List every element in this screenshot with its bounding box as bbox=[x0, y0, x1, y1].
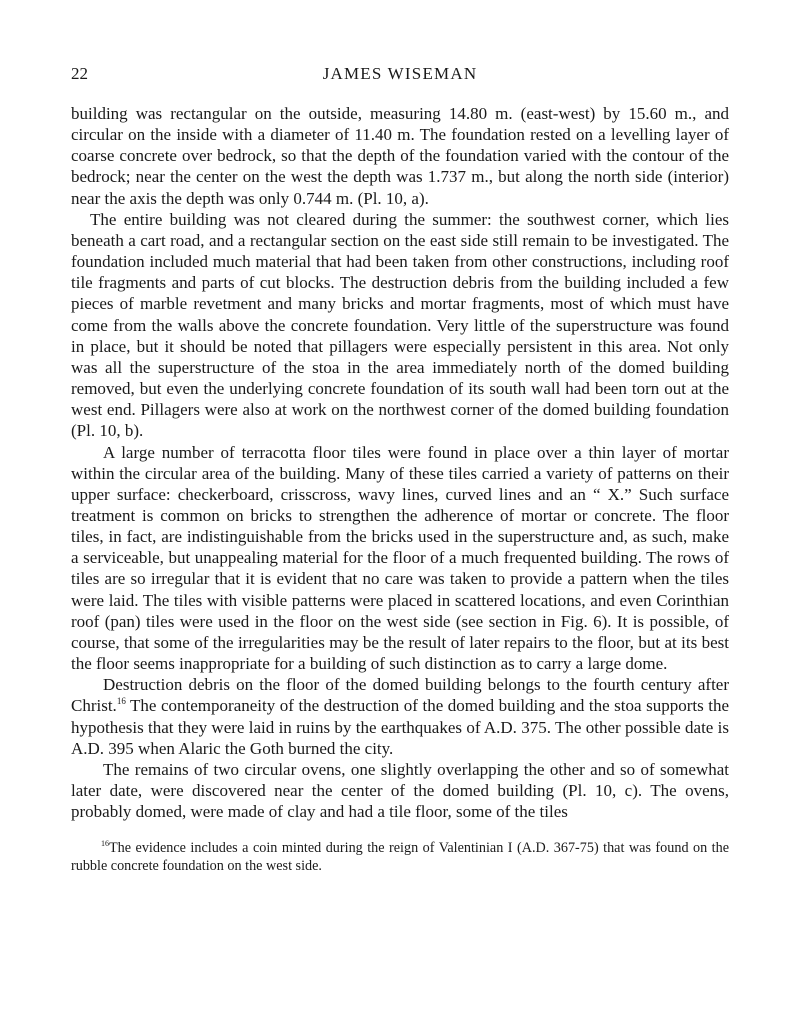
footnote-reference: 16 bbox=[116, 696, 126, 707]
running-head: JAMES WISEMAN bbox=[322, 64, 478, 83]
paragraph-destruction-continuation: The contemporaneity of the destruction of the domed building and the stoa supports the hypothesis that they were laid in ruins by the earthquakes of A.D. 375. The other possible date is A.D. 395 when Alaric the Goth burned the city. bbox=[71, 696, 729, 758]
paragraph-destruction-text: Destruction debris on the floor of the domed building belongs to the fourth century after Christ. bbox=[71, 675, 729, 716]
page-header bbox=[71, 64, 729, 90]
paragraph-clearing: The entire building was not cleared during the summer: the southwest corner, which lies beneath a cart road, and a rectangular section on the east side still remain to be investigated. The foundation included much material that had been taken from other constructions, including roof tile fragments and parts of cut blocks. The destruction debris from the building included a few pieces of marble revetment and many bricks and mortar fragments, most of which must have come from the walls above the concrete foundation. Very little of the superstructure was found in place, but it should be noted that pillagers were especially persistent in this area. Not only was all the superstructure of the stoa in the area immediately north of the domed building removed, but even the underlying concrete foundation of its south wall had been torn out at the west end. Pillagers were also at work on the northwest corner of the domed building foundation (Pl. 10, b). bbox=[71, 209, 729, 441]
footnote-number: 16 bbox=[101, 839, 109, 849]
paragraph-destruction-debris bbox=[71, 674, 729, 759]
page-number: 22 bbox=[71, 64, 88, 83]
footnote bbox=[71, 839, 729, 875]
footnote-text: The evidence includes a coin minted during the reign of Valentinian I (A.D. 367-75) that was found on the rubble concrete foundation on the west side. bbox=[71, 840, 729, 875]
body-text bbox=[71, 103, 729, 822]
document-page bbox=[71, 64, 729, 875]
paragraph-floor-tiles: A large number of terracotta floor tiles were found in place over a thin layer of mortar within the circular area of the building. Many of these tiles carried a variety of patterns on their upper surface: checkerboard, crisscross, wavy lines, curved lines and an “ X.” Such surface treatment is common on bricks to strengthen the adherence of mortar or concrete. The floor tiles, in fact, are indistinguishable from the bricks used in the superstructure and, as such, make a serviceable, but unappealing material for the floor of a much frequented building. The rows of tiles are so irregular that it is evident that no care was taken to provide a pattern when the tiles were laid. The tiles with visible patterns were placed in scattered locations, and even Corinthian roof (pan) tiles were used in the floor on the west side (see section in Fig. 6). It is possible, of course, that some of the irregularities may be the result of later repairs to the floor, but at its best the floor seems inappropriate for a building of such distinction as to carry a large dome. bbox=[71, 442, 729, 674]
paragraph-ovens: The remains of two circular ovens, one slightly overlapping the other and so of somewhat later date, were discovered near the center of the domed building (Pl. 10, c). The ovens, probably domed, were made of clay and had a tile floor, some of the tiles bbox=[71, 759, 729, 822]
paragraph-foundation: building was rectangular on the outside, measuring 14.80 m. (east-west) by 15.60 m., and circular on the inside with a diameter of 11.40 m. The foundation rested on a levelling layer of coarse concrete over bedrock, so that the depth of the foundation varied with the contour of the bedrock; near the center on the west the depth was 1.737 m., but along the north side (interior) near the axis the depth was only 0.744 m. (Pl. 10, a). bbox=[71, 104, 729, 208]
